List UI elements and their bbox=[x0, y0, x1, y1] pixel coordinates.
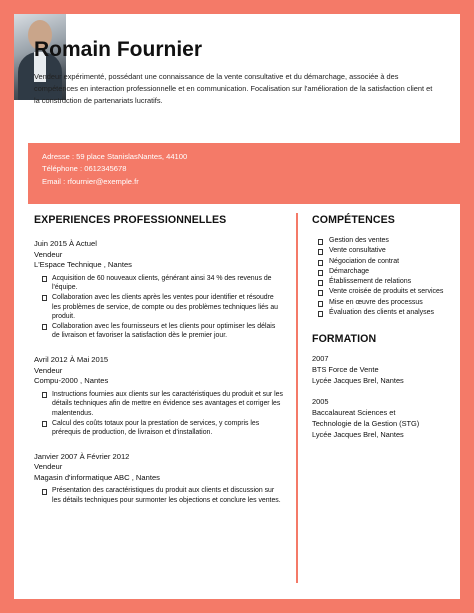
job-bullet: Acquisition de 60 nouveaux clients, générant ainsi 34 % des revenus de l'équipe. bbox=[42, 274, 284, 293]
job-dates: Janvier 2007 À Février 2012 bbox=[34, 451, 130, 461]
job-bullets bbox=[42, 274, 284, 341]
skills-heading: COMPÉTENCES bbox=[312, 214, 395, 226]
education-line: Technologie de la Gestion (STG) bbox=[312, 418, 420, 428]
job-bullet: Instructions fournies aux clients sur les caractéristiques du produit et sur les détails techniques afin de mettre en évidence ses avantages et corriger les malentendus. bbox=[42, 390, 284, 419]
skill-item: Vente croisée de produits et services bbox=[318, 287, 452, 297]
education-entry bbox=[312, 354, 452, 386]
education-year: 2007 bbox=[312, 354, 329, 364]
job-entry bbox=[34, 239, 284, 341]
formation-section bbox=[312, 333, 452, 440]
job-role: Vendeur bbox=[34, 462, 63, 472]
education-entry bbox=[312, 397, 452, 440]
sidebar-column bbox=[312, 214, 452, 440]
education-line: Lycée Jacques Brel, Nantes bbox=[312, 375, 404, 385]
job-bullet: Collaboration avec les fournisseurs et les clients pour optimiser les délais de livraison et favoriser la satisfaction dès le premier jour. bbox=[42, 322, 284, 341]
skill-item: Gestion des ventes bbox=[318, 236, 452, 246]
job-role: Vendeur bbox=[34, 249, 63, 259]
experience-section bbox=[34, 214, 284, 506]
experience-heading: EXPERIENCES PROFESSIONNELLES bbox=[34, 214, 227, 226]
candidate-name: Romain Fournier bbox=[34, 38, 203, 61]
job-role: Vendeur bbox=[34, 365, 63, 375]
formation-heading: FORMATION bbox=[312, 333, 377, 346]
job-entry bbox=[34, 355, 284, 438]
job-dates: Avril 2012 À Mai 2015 bbox=[34, 354, 109, 364]
job-entry bbox=[34, 452, 284, 506]
column-divider bbox=[296, 213, 298, 583]
job-company: L'Espace Technique , Nantes bbox=[34, 260, 132, 270]
job-bullet: Collaboration avec les clients après les ventes pour identifier et résoudre les problèmes de service, de compte ou des problèmes techniques liés au produit. bbox=[42, 293, 284, 322]
education-line: Lycée Jacques Brel, Nantes bbox=[312, 429, 404, 439]
skill-item: Établissement de relations bbox=[318, 277, 452, 287]
skill-item: Vente consultative bbox=[318, 246, 452, 256]
contact-email[interactable]: Email : rfournier@exemple.fr bbox=[42, 176, 139, 186]
education-line: Baccalaureat Sciences et bbox=[312, 408, 396, 418]
skill-item: Démarchage bbox=[318, 267, 452, 277]
job-bullet: Calcul des coûts totaux pour la prestation de services, y compris les prérequis de production, de livraison et d'installation. bbox=[42, 419, 284, 438]
contact-phone: Téléphone : 0612345678 bbox=[42, 164, 127, 174]
skill-item: Mise en œuvre des processus bbox=[318, 298, 452, 308]
job-bullets bbox=[42, 390, 284, 438]
education-year: 2005 bbox=[312, 397, 329, 407]
job-dates: Juin 2015 À Actuel bbox=[34, 239, 97, 248]
resume-page bbox=[14, 14, 460, 599]
job-bullets bbox=[42, 486, 284, 505]
job-bullet: Présentation des caractéristiques du produit aux clients et discussion sur les détails techniques pour surmonter les objections et conclure les ventes. bbox=[42, 486, 284, 505]
job-company: Compu-2000 , Nantes bbox=[34, 376, 109, 386]
contact-address: Adresse : 59 place StanislasNantes, 44100 bbox=[42, 152, 188, 161]
skill-item: Évaluation des clients et analyses bbox=[318, 308, 452, 318]
profile-summary: Vendeur expérimenté, possédant une connaissance de la vente consultative et du démarchage, associée à des compétences en interaction professionnelle et en communication. Focalisation sur l'amélioration de la satisfaction client et la construction de partenariats lucratifs. bbox=[34, 72, 433, 105]
skills-list bbox=[318, 236, 452, 318]
job-company: Magasin d'informatique ABC , Nantes bbox=[34, 472, 160, 482]
education-line: BTS Force de Vente bbox=[312, 365, 379, 375]
skill-item: Négociation de contrat bbox=[318, 257, 452, 267]
contact-banner bbox=[28, 143, 460, 204]
